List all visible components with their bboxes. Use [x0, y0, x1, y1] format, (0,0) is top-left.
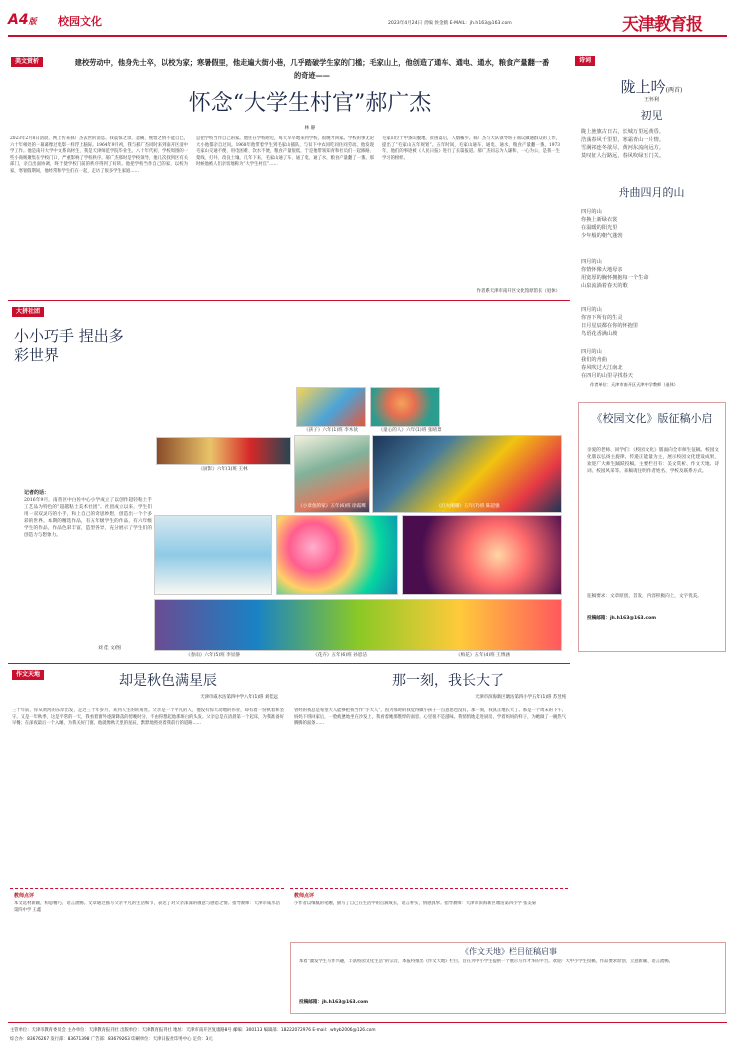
poem3-line: 四月的山	[581, 259, 602, 265]
call-title: 《校园文化》版征稿小启	[591, 412, 713, 425]
art-flowers	[276, 515, 398, 595]
poem5-line: 春风吹过大江南北	[581, 365, 623, 371]
poem5-line: 在四月的山里寻找春天	[581, 373, 633, 379]
poem4-line: 四月的山	[581, 307, 602, 313]
poem4	[581, 306, 726, 338]
call-box	[578, 402, 726, 652]
poem3-line: 用宽厚的胸怀拥抱每一个生命	[581, 275, 649, 281]
section-name: 校园文化	[58, 15, 102, 28]
poem2-line: 你换上新绿衣裳	[581, 217, 618, 223]
column-call-email[interactable]: jh.h163@163.com	[321, 1000, 369, 1005]
poem2-line: 少年般的朝气蓬勃	[581, 233, 623, 239]
poem5-line: 我们的舟曲	[581, 357, 607, 363]
poem3-line: 你情怀像大地母亲	[581, 267, 623, 273]
call-email[interactable]: jh.h163@163.com	[609, 616, 657, 621]
feature-signature: 作者系天津市南开区文化馆原馆长（退休）	[476, 289, 560, 294]
newspaper-logo: 天津教育报	[622, 15, 702, 35]
column-call-title: 《作文天地》栏目征稿启事	[461, 947, 557, 956]
poem1-line: 莫叹征人行路远，春风吹绿玉门关。	[581, 153, 665, 159]
essay2-review-label: 教师点评	[294, 893, 315, 899]
column-call-box	[290, 942, 726, 1014]
poetry-title: 陇上吟	[620, 78, 666, 96]
art-caption: 《花卉》五年(6)班 孙恩洁	[313, 653, 367, 658]
page-tag	[8, 12, 37, 28]
essay2-title: 那一刻，我长大了	[392, 673, 504, 689]
poetry-column	[575, 50, 728, 388]
poem2-line: 四月的山	[581, 209, 602, 215]
feature-col2: 总把学校当作自己的家。他住在学校附近，每天早早地来到学校，很晚才回家。学校的事无论大小他都亲自过问。1968年他带着学生到毛家山插队，与贫下中农同吃同住同劳动。他发现毛家山交通不便、用电困难、饮水不便，粮食产量很低，于是他带领知青和社员们一起修路、架线、打井、改良土壤，几年下来，毛家山通了车、通了电、通了水，粮食产量翻了一番。那时候他被人们亲切地称为“大学生村官”……	[196, 136, 374, 168]
art-caption: 《灯火阑珊》五年(7)班 陈超强	[436, 504, 500, 509]
page-suffix: 版	[28, 17, 37, 26]
poetry-author: 王怀利	[643, 97, 659, 103]
poem1	[581, 128, 726, 160]
call-email-label: 投稿邮箱：	[587, 616, 610, 621]
art-octopus-home	[294, 435, 370, 513]
art-childhood	[370, 387, 440, 427]
masthead-rule	[8, 35, 727, 37]
art-bottom-strip	[154, 599, 562, 651]
essay1-title: 却是秋色满星辰	[119, 673, 217, 689]
crafts-byline: 刘 佳 文/图	[98, 646, 121, 651]
poem1-line: 浩荡春风千里里，寒霜青山一片情。	[581, 137, 665, 143]
art-caption: 《厨影》六年(1)班 王林	[198, 467, 248, 472]
art-caption: 《梅花》五年(4)班 王博涵	[456, 653, 510, 658]
poem1-line: 陇上旌旗古日古，长城万里远黄昏。	[581, 129, 665, 135]
poem4-line: 日月星辰都在你的怀抱里	[581, 323, 639, 329]
footer-line2: 综合办：83676267 发行部：83671398 广告部：83679263 印刷单位：天津日报社印务中心 定价：3元	[10, 1037, 213, 1042]
essays-tag: 作文天地	[12, 670, 44, 680]
art-caption: 《童心的人》六年(1)班 张晴景	[378, 428, 442, 433]
poem3	[581, 258, 726, 290]
poem1-subtitle: 初见	[640, 109, 663, 122]
essay1-body: 三十年前，你从黄河的东岸出发，走过三十年岁月，来到人生的转角处。父亲是一个平凡的人，他没有惊天动地的伟业，却有着一份执着和坚守。又是一年秋季，这是平常的一天，我看着窗外逐渐降落的傍晚时分，不由得想起他那斑白的头发。父亲总是在清晨第一个起床，为我准备好早餐；在深夜最后一个入睡，为我关好门窗。他就像秋天里的星辰，默默地照亮着我前行的道路……	[12, 708, 284, 727]
poem2-line: 在温暖的阳光里	[581, 225, 618, 231]
art-kids	[296, 387, 366, 427]
art-lights	[372, 435, 562, 513]
feature-kicker: 建校劳动中，他身先士卒，以校为家；寒暑假里，他走遍大街小巷，几乎踏破学生家的门槛；毛家山上，他创造了通车、通电、通水，粮食产量翻一番的奇迹——	[74, 58, 550, 80]
essay2-school: 天津市滨海新区塘沽第四小学五年(1)班 苏昱纯	[474, 695, 566, 700]
poem4-line: 你容下所有的生灵	[581, 315, 623, 321]
art-caption: 《春雨》六年(5)班 李显静	[186, 653, 240, 658]
column-call-email-line	[299, 999, 368, 1005]
call-contact: 征稿要求：文章原创，首发，内容积极向上，文字优美。	[587, 594, 702, 599]
crafts-body: 2016年9月，南普区中白佐中心小学成立了以创作超轻粘土手工艺品为特色的“超越粘土美术社团”。社团成立以来，学生们用一双双灵巧的小手，和上自己的奇思妙想，创造出一个个多彩的世界。本期的精选作品，有五年级学生的作品，有六年级学生的作品，作品色彩丰富，造型各异，充分展示了学生们的创造力与想象力。	[24, 498, 152, 538]
poetry-tag: 诗词	[575, 56, 595, 66]
footer-line1: 主管单位：天津市教育委员会 主办单位：天津教育报刊社 出版单位：天津教育报刊社 地址：天津市南开区复康路8号 邮编：300113 编辑部：18222072976 E-mail：whyb2006@126.com	[10, 1028, 376, 1033]
essays-section	[8, 663, 570, 883]
poem1-line: 雪满祁连冬欲尽，黄河东流向远方。	[581, 145, 665, 151]
poem2-subtitle: 舟曲四月的山	[618, 186, 685, 199]
feature-title: 怀念“大学生村官”郝广杰	[188, 91, 432, 116]
art-caption: 《小章鱼的家》五年(6)班 徐霜鹰	[298, 504, 366, 509]
essay2-body: 曾经的我总是希望大人能够把我当作“小大人”，因为那时的我觉得做小孩子一点意思也没有。那一刻，我真正地长大了。那是一个周末的下午，妈妈下班回家后，一脸疲惫地坐在沙发上，我看着她那憔悴的面容，心里很不是滋味。我悄悄地走进厨房，学着妈妈的样子，为她做了一碗热气腾腾的面条……	[294, 708, 566, 727]
page-number: A4	[8, 12, 29, 28]
poem5-line: 四月的山	[581, 349, 602, 355]
feature-col3: 毛家山位于中条山腹地，贫困落后，人烟稀少。郝广杰与大队领导班子商议做通群众的工作，提出了“毛家山五年规划”。五年时间，毛家山通车、通电、通水，粮食产量翻一番。1973年，他们的事迹被《人民日报》进行了长篇报道。郝广杰同志为人谦和，一心为公，是我一生学习的榜样。	[382, 136, 560, 161]
art-kitchen	[156, 437, 291, 465]
poem4-line: 鸟语花香满山坡	[581, 331, 618, 337]
poem5	[581, 348, 726, 380]
column-call-email-label: 投稿邮箱：	[299, 1000, 322, 1005]
feature-author: 林 静	[304, 126, 316, 131]
poem3-line: 山泉流淌着春天的歌	[581, 283, 628, 289]
call-body: 亲爱的老师、同学们：《校园文化》版面向全市师生征稿。校园文化版以弘扬主旋律、传递正能量为主，展示校园文化建设成果，欢迎广大师生踊跃投稿。主要栏目有：美文赏析、作文天地、诗词、校园风采等。来稿请注明作者姓名、学校及联系方式。	[587, 448, 719, 474]
column-call-body: 本着“激发学生写作兴趣，丰富校园文化生活”的宗旨，本报特推出《作文天地》栏目，旨在为中小学生提供一个展示写作才华的平台。欢迎广大中小学生投稿，作品要求原创、立意新颖、语言流畅。	[299, 959, 673, 964]
essay2-review: 小作者以细腻的笔触，描写了自己在生活中的点滴成长，语言朴实，情感真挚。指导教师：天津市滨海新区塘沽第四小学 张美菊	[294, 901, 536, 906]
masthead	[8, 10, 727, 36]
art-caption: 《孩子》六年(1)班 李木伙	[304, 428, 358, 433]
art-spring-rain	[154, 515, 272, 595]
crafts-title: 小小巧手 捏出多彩世界	[14, 327, 124, 364]
date-line: 2023年4月24日 责编 侯金鹤 E-MAIL：jh.h163@163.com	[388, 21, 512, 26]
art-plum	[402, 515, 562, 595]
feature-col1: 2023年2月8日清晨，网上传来郝广杰去世的消息。我震惊之余，悲痛、惋惜之情不能自已，六十年相处的一幕幕像过电影一样浮上脑际。1964年9月初，我与郝广杰同时来到南开区清中学工作。他是南开大学中文系高材生，我是天津师范学院毕业生。八十年代初，学校周围的一些小商贩聚集在学校门口，严重影响了学校秩序。郝广杰那时是学校领导，他几次找到区有关部门，亲自出面协调，终于使学校门前的秩序得到了好转。他把学校当作自己的家，以校为家，寒暑假期间，他经常和学生们在一起，走访了很多学生家庭……	[10, 136, 188, 174]
poetry-note: 作者单位：天津市南开区天津中学教师（退休）	[590, 382, 678, 387]
poem2	[581, 208, 726, 240]
crafts-reporter-label: 记者的话：	[24, 490, 50, 496]
essay2-review-wrap	[290, 888, 568, 938]
feature-tag: 美文赏析	[11, 57, 43, 67]
essay1-review: 本文选材新颖，构思精巧，语言流畅。文章通过描写父亲平凡的生活细节，表达了对父亲深深的敬意与感恩之情。指导教师：天津市咸水沽第四中学 王鑫	[14, 901, 280, 913]
footer-rule	[8, 1022, 727, 1023]
poetry-title-note: (两首)	[665, 87, 683, 94]
crafts-tag: 大拼社团	[12, 307, 44, 317]
crafts-section	[8, 300, 570, 660]
poetry-title-wrap	[575, 76, 728, 97]
essay1-school: 天津市咸水沽第四中学八年(1)班 刘佳远	[200, 695, 278, 700]
call-email-line	[587, 615, 719, 621]
essay1-review-label: 教师点评	[14, 893, 35, 899]
essay1-review-wrap	[10, 888, 284, 982]
